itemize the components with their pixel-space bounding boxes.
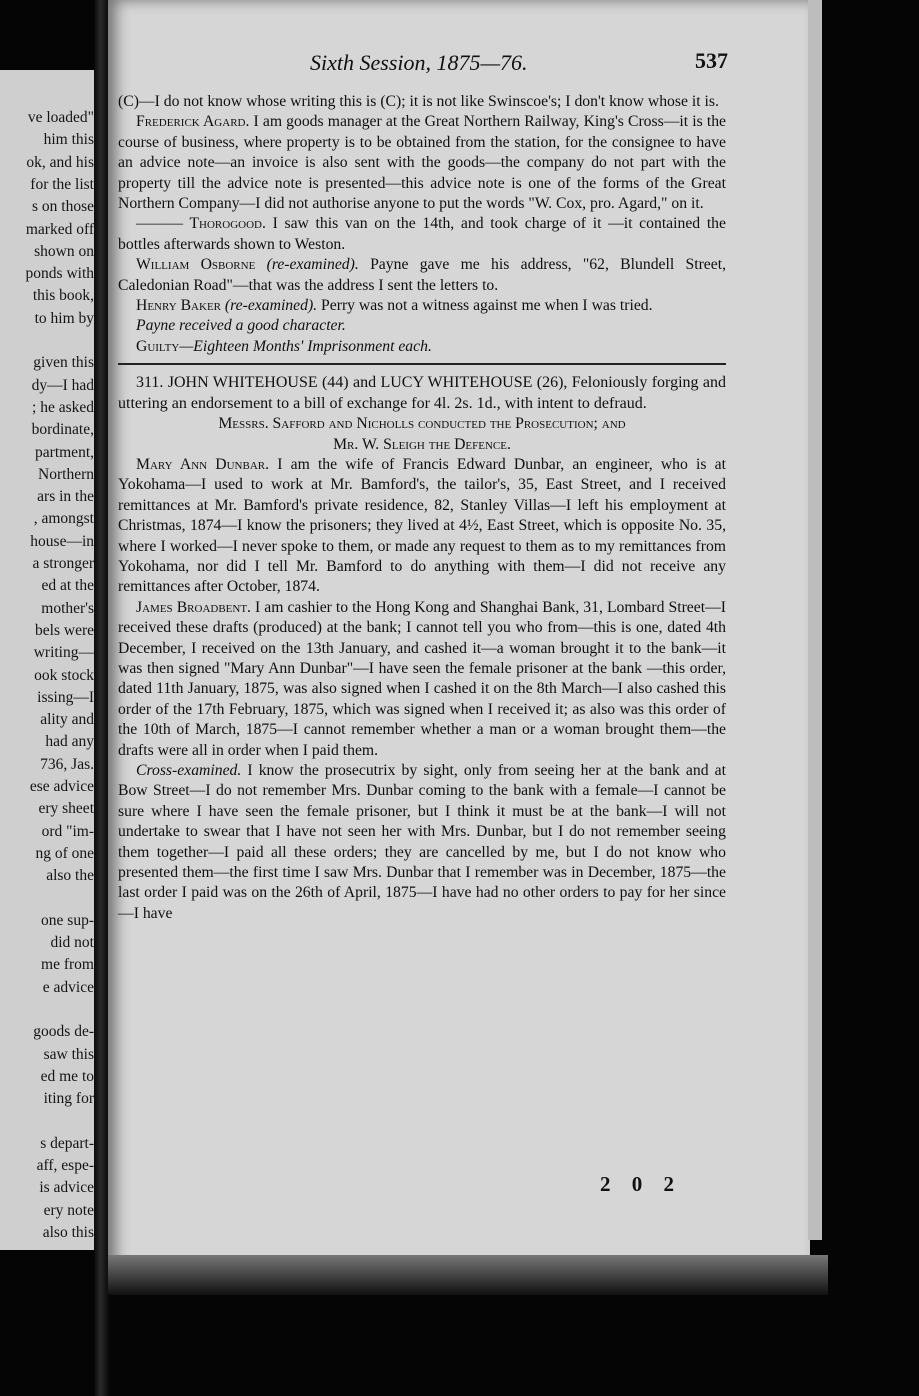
paragraph: [118, 316, 726, 336]
left-page-line: to him by: [34, 309, 94, 327]
left-page-line: ed at the: [41, 577, 94, 595]
left-page: [0, 70, 98, 1250]
left-page-line: also this: [42, 1224, 94, 1241]
left-page-line: s depart-: [40, 1134, 94, 1152]
left-page-line: bels were: [35, 621, 94, 639]
verdict: [118, 337, 726, 357]
testimony: I know the prosecutrix by sight, only from seeing her at the bank and at Bow Street—I do not remember Mrs. Dunbar coming to the bank with a female—I cannot be sure where I have seen the female prisoner, but I think it must be at the bank—I will not undertake to swear that I have not seen her with Mrs. Dunbar, but I do not remember seeing them together—I paid all these orders; they are cancelled by me, but I do not know who presented them—the first time I saw Mrs. Dunbar that I remember was in December, 1875—the last order I paid was on the 26th of April, 1875—I have had no other orders to pay for her since—I have: [118, 762, 726, 922]
left-page-line: ed me to: [40, 1067, 94, 1085]
page-number: 537: [695, 48, 728, 73]
page-text: [118, 92, 726, 924]
witness-name: Mary Ann Dunbar.: [136, 455, 270, 473]
counsel-line: [118, 414, 726, 434]
left-page-line: ars in the: [37, 488, 94, 506]
left-page-line: given this: [33, 354, 94, 372]
left-page-line: s on those: [32, 198, 94, 216]
witness-name: William Osborne: [136, 256, 256, 274]
left-page-line: 736, Jas.: [40, 755, 94, 773]
paragraph: [118, 761, 726, 924]
left-page-line: for the list: [30, 175, 94, 193]
witness-name: Frederick Agard.: [136, 113, 250, 131]
paragraph: [118, 296, 726, 316]
left-page-line: did not: [50, 934, 94, 952]
left-page-line: iting for: [43, 1090, 94, 1108]
left-page-line: ery note: [43, 1201, 94, 1219]
left-page-line: dy—I had: [31, 376, 94, 394]
testimony: Perry was not a witness against me when I was tried.: [317, 297, 653, 315]
left-page-line: ery sheet: [38, 800, 94, 818]
paragraph: (C)—I do not know whose writing this is (C); it is not like Swinscoe's; I don't know whose it is.: [118, 93, 719, 110]
bottom-fold: [108, 1255, 828, 1295]
left-page-line: issing—I: [37, 688, 94, 706]
cross-examined-label: Cross-examined.: [136, 762, 242, 779]
left-page-line: ord "im-: [41, 822, 94, 840]
testimony: I am goods manager at the Great Northern Railway, King's Cross—it is the course of business, where property is to be obtained from the station, for the consignee to have an advice note—an invoice is also sent with the goods—the company do not part with the property till the advice note is presented—this advice note is one of the forms of the Great Northern Company—I did not authorise anyone to put the words "W. Cox, pro. Agard," on it.: [118, 113, 727, 213]
left-page-line: mother's: [41, 599, 94, 617]
case-heading: 311. JOHN WHITEHOUSE (44) and LUCY WHITEHOUSE (26), Feloniously forging and uttering an endorsement to a bill of exchange for 4l. 2s. 1d., with intent to defraud.: [118, 374, 726, 412]
left-page-line: ook stock: [34, 666, 94, 684]
counsel-text: Mr. W. Sleigh the Defence.: [333, 435, 511, 453]
left-page-line: partment,: [35, 443, 94, 461]
counsel-text: Messrs. Safford and Nicholls conducted the Prosecution; and: [218, 415, 626, 433]
signature-mark: 2 0 2: [600, 1172, 682, 1196]
left-page-line: saw this: [43, 1045, 94, 1063]
left-page-line: ; he asked: [32, 398, 94, 416]
left-page-line: house—in: [30, 532, 94, 550]
left-page-line: also the: [46, 867, 94, 885]
left-page-line: a stronger: [32, 555, 94, 572]
paragraph: [118, 112, 726, 214]
sentence: —Eighteen Months' Imprisonment each.: [179, 337, 432, 355]
testimony: Payne gave me his address, "62, Blundell Street, Caledonian Road"—that was the address I sent the letters to.: [118, 256, 727, 294]
left-page-line: is advice: [39, 1179, 94, 1197]
left-page-line: shown on: [34, 242, 94, 260]
testimony: I am cashier to the Hong Kong and Shanghai Bank, 31, Lombard Street—I received these drafts (produced) at the bank; I cannot tell you who from—this is one, dated 4th December, I received on the 13th January, and cashed it—a woman brought it to the bank—it was then signed "Mary Ann Dunbar"—I have seen the female prisoner at the bank —this order, dated 11th January, 1875, was also signed when I cashed it on the 8th March—I also cashed this order of the 17th February, 1875, which was signed when I received it; as also was this order of the 10th of March, 1875—I cannot remember whether a man or a woman brought them—the drafts were all in order when I paid them.: [118, 598, 726, 759]
left-page-line: this book,: [32, 287, 94, 305]
verdict-label: Guilty: [136, 337, 180, 355]
note: (re-examined).: [255, 256, 359, 274]
paragraph: [118, 598, 726, 761]
left-page-line: ality and: [40, 711, 94, 729]
left-page-line: Northern: [38, 465, 94, 483]
paragraph: [118, 255, 726, 296]
running-title: Sixth Session, 1875—76.: [310, 50, 528, 75]
counsel-line: [118, 435, 726, 455]
left-page-line: , amongst: [33, 510, 94, 528]
left-page-line: bordinate,: [31, 421, 94, 439]
testimony: I am the wife of Francis Edward Dunbar, an engineer, who is at Yokohama—I used to work at Mr. Bamford's, the tailor's, 35, East Street, and I received remittances at Mr. Bamford's private residence, 82, Stanley Villas—I left his employment at Christmas, 1874—I know the prisoners; they lived at 4½, East Street, which is opposite No. 35, where I worked—I never spoke to them, or made any request to them as to my remittances from Yokohama, nor did I tell Mr. Bamford to do anything with them—I did not receive any remittances after October, 1874.: [118, 455, 726, 596]
testimony: I saw this van on the 14th, and took charge of it —it contained the bottles afterwards shown to Weston.: [118, 215, 726, 253]
left-page-line: ve loaded": [27, 109, 94, 126]
page-edge: [808, 0, 822, 1240]
paragraph: [118, 455, 726, 598]
left-page-line: ok, and his: [26, 153, 94, 171]
witness-name: Henry Baker: [136, 297, 221, 315]
paragraph: [118, 214, 726, 255]
left-page-line: writing—: [33, 644, 94, 662]
left-page-line: ese advice: [29, 778, 94, 795]
left-page-line: ponds with: [25, 265, 94, 283]
note: (re-examined).: [221, 297, 318, 315]
left-page-line: had any: [45, 733, 94, 751]
left-page-line: marked off: [25, 220, 94, 238]
divider: [118, 363, 726, 365]
left-page-line: ng of one: [35, 844, 94, 862]
witness-name: ——— Thorogood.: [136, 215, 266, 233]
left-page-line: goods de-: [33, 1023, 94, 1041]
left-page-line: e advice: [42, 978, 94, 996]
left-page-line: aff, espe-: [36, 1157, 94, 1175]
character-note: Payne received a good character.: [136, 317, 346, 335]
left-page-line: one sup-: [41, 911, 94, 929]
left-page-line: him this: [43, 131, 94, 149]
witness-name: James Broadbent.: [136, 598, 251, 616]
left-page-line: me from: [41, 956, 94, 974]
